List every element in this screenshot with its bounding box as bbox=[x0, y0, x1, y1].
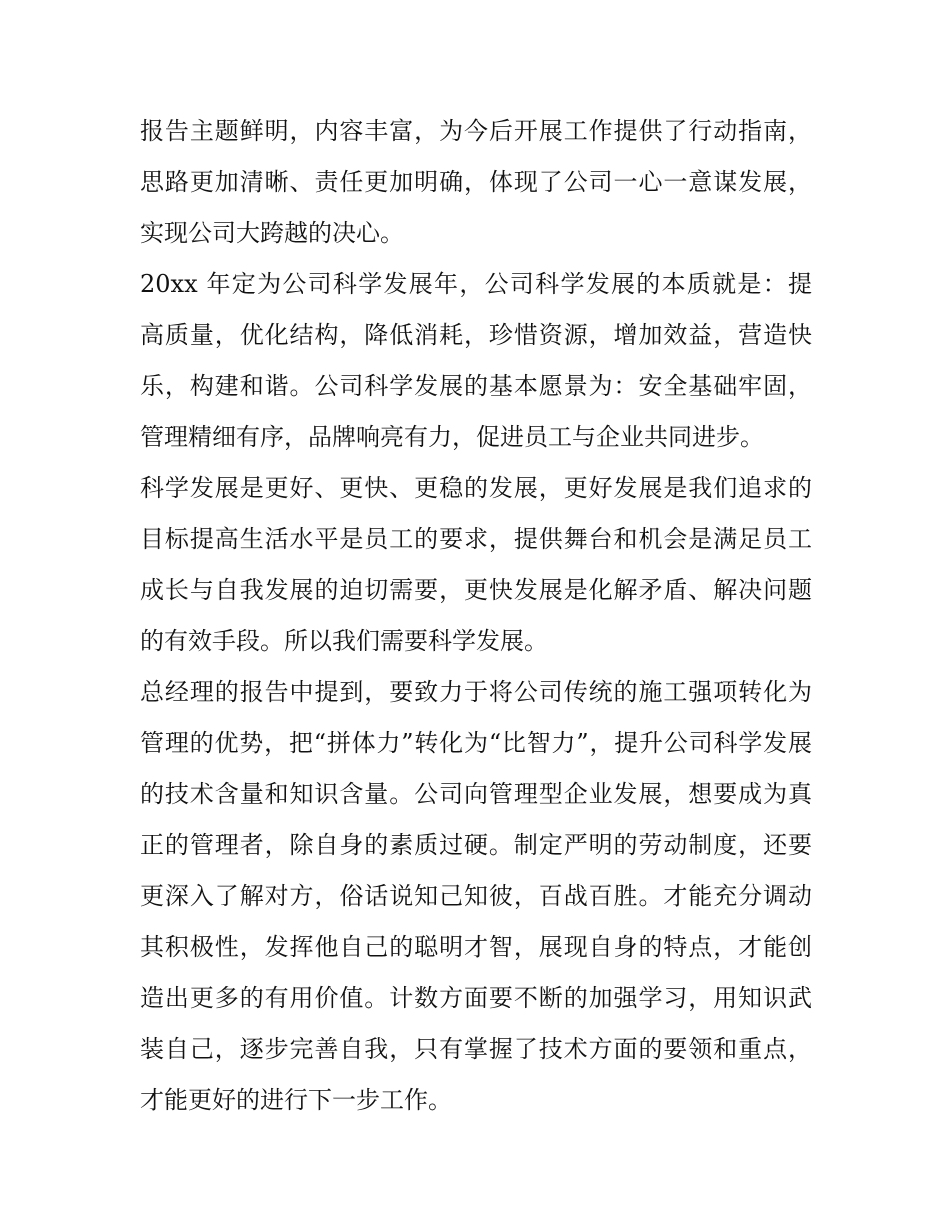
paragraph-4 bbox=[140, 667, 812, 1126]
paragraph-1 bbox=[140, 106, 812, 259]
text-line: 其积极性，发挥他自己的聪明才智，展现自身的特点，才能创 bbox=[140, 933, 812, 961]
text-line: 的技术含量和知识含量。公司向管理型企业发展，想要成为真 bbox=[140, 780, 812, 808]
text-line: 目标提高生活水平是员工的要求，提供舞台和机会是满足员工 bbox=[140, 525, 812, 553]
document-body bbox=[140, 106, 812, 1126]
text-line: 造出更多的有用价值。计数方面要不断的加强学习，用知识武 bbox=[140, 984, 812, 1012]
text-line: 成长与自我发展的迫切需要，更快发展是化解矛盾、解决问题 bbox=[140, 576, 812, 604]
text-line: 正的管理者，除自身的素质过硬。制定严明的劳动制度，还要 bbox=[140, 831, 812, 859]
text-line: 科学发展是更好、更快、更稳的发展，更好发展是我们追求的 bbox=[140, 474, 812, 502]
text-line: 乐，构建和谐。公司科学发展的基本愿景为：安全基础牢固， bbox=[140, 372, 812, 400]
text-line: 装自己，逐步完善自我，只有掌握了技术方面的要领和重点， bbox=[140, 1035, 812, 1063]
text-line: 报告主题鲜明，内容丰富，为今后开展工作提供了行动指南， bbox=[140, 117, 812, 145]
text-line: 管理精细有序，品牌响亮有力，促进员工与企业共同进步。 bbox=[140, 423, 764, 451]
text-line: 才能更好的进行下一步工作。 bbox=[140, 1086, 452, 1114]
paragraph-2 bbox=[140, 259, 812, 463]
text-line: 20xx 年定为公司科学发展年，公司科学发展的本质就是：提 bbox=[140, 270, 812, 298]
text-line: 管理的优势，把“拼体力”转化为“比智力”，提升公司科学发展 bbox=[140, 729, 812, 757]
text-line: 高质量，优化结构，降低消耗，珍惜资源，增加效益，营造快 bbox=[140, 321, 812, 349]
text-line: 的有效手段。所以我们需要科学发展。 bbox=[140, 627, 548, 655]
text-line: 思路更加清晰、责任更加明确，体现了公司一心一意谋发展， bbox=[140, 168, 812, 196]
paragraph-3 bbox=[140, 463, 812, 667]
text-line: 更深入了解对方，俗话说知己知彼，百战百胜。才能充分调动 bbox=[140, 882, 812, 910]
text-line: 总经理的报告中提到，要致力于将公司传统的施工强项转化为 bbox=[140, 678, 812, 706]
text-line: 实现公司大跨越的决心。 bbox=[140, 219, 404, 247]
